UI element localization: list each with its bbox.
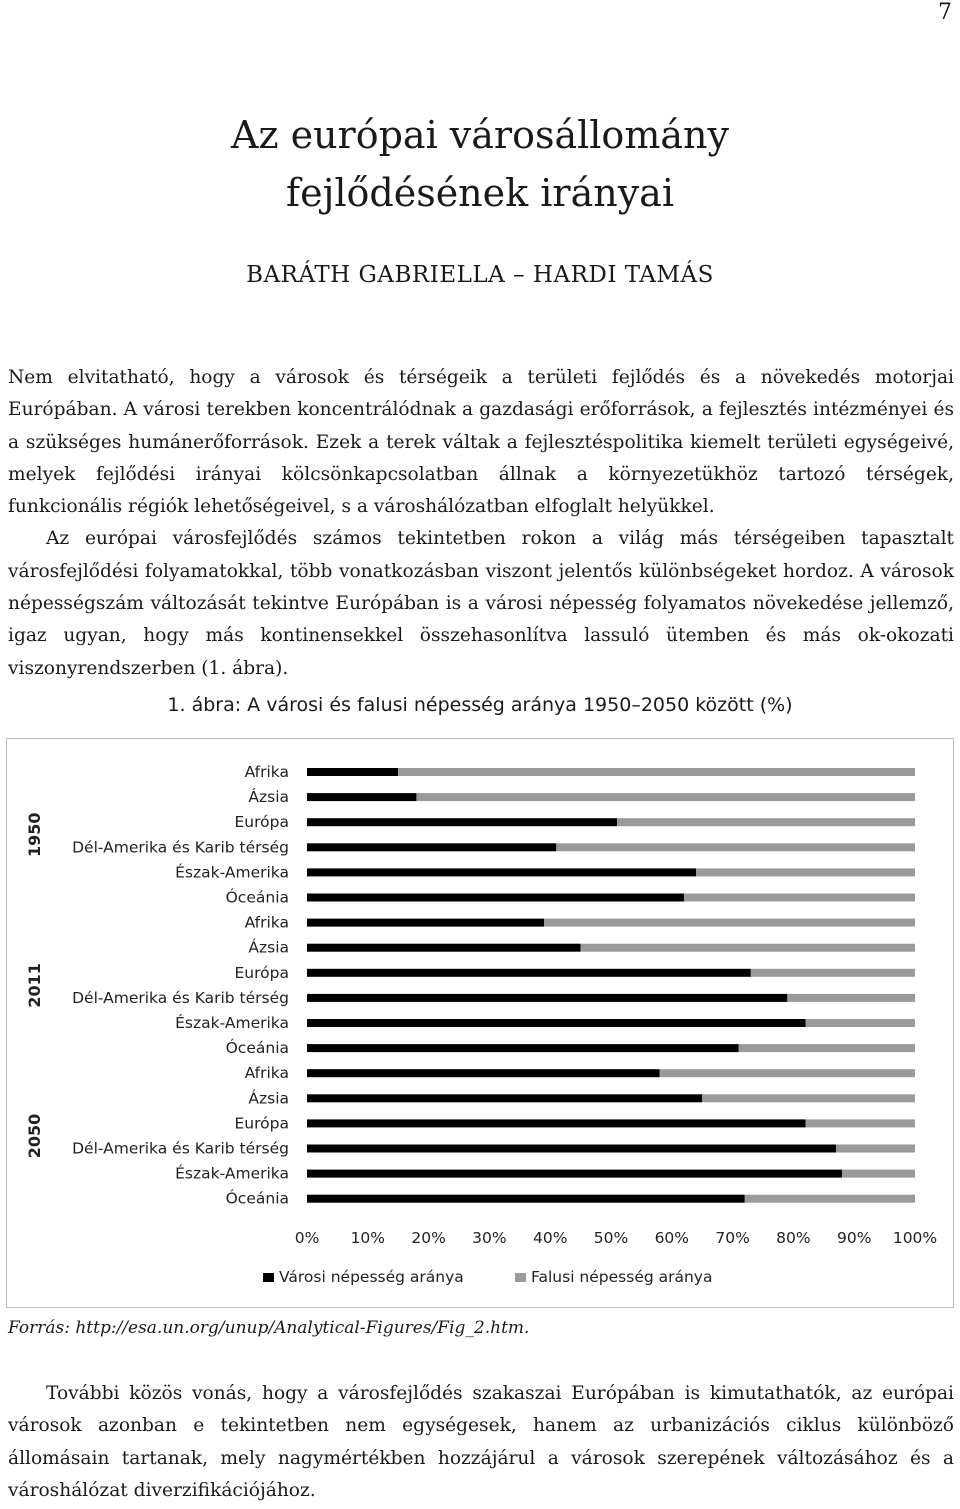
rural-bar [696, 868, 915, 876]
legend-swatch [515, 1273, 526, 1282]
x-tick-label: 60% [654, 1229, 690, 1247]
paragraph-2: Az európai városfejlődés számos tekintetben rokon a világ más térségeiben tapasztalt városfejlődési folyamatokkal, több vonatkozásban viszont jelentős különbségeket hordoz. A városok népességszám változását tekintve Európában is a városi népesség folyamatos növekedése jellemző, igaz ugyan, hogy más kontinensekkel összehasonlítva lassuló ütemben és más ok-okozati viszonyrendszerben (1. ábra). [8, 528, 954, 679]
category-label: Afrika [244, 763, 289, 781]
rural-bar [739, 1044, 915, 1052]
rural-bar [581, 944, 915, 952]
category-label: Ázsia [248, 788, 289, 807]
urban-bar [307, 1195, 745, 1203]
title-line-1: Az európai városállomány [231, 113, 729, 157]
year-group-label: 2050 [25, 1113, 44, 1159]
urban-bar [307, 768, 398, 776]
year-group-label: 1950 [25, 812, 44, 858]
urban-bar [307, 1044, 739, 1052]
urban-bar [307, 1019, 806, 1027]
page-number: 7 [938, 0, 952, 25]
intro-text [8, 362, 954, 685]
rural-bar [751, 969, 915, 977]
rural-bar [836, 1145, 915, 1153]
closing-text [8, 1378, 954, 1507]
category-label: Ázsia [248, 1089, 289, 1108]
legend-label: Falusi népesség aránya [531, 1268, 713, 1286]
urban-bar [307, 818, 617, 826]
category-label: Észak-Amerika [175, 1164, 289, 1183]
category-label: Óceánia [225, 1189, 289, 1208]
year-group-label: 2011 [25, 963, 44, 1008]
urban-bar [307, 793, 416, 801]
rural-bar [745, 1195, 915, 1203]
figure-caption: 1. ábra: A városi és falusi népesség aránya 1950–2050 között (%) [167, 694, 793, 716]
rural-bar [556, 843, 915, 851]
rural-bar [617, 818, 915, 826]
chart-frame [6, 738, 954, 1308]
article-title [0, 106, 960, 222]
rural-bar [787, 994, 915, 1002]
urban-bar [307, 1170, 842, 1178]
x-tick-label: 80% [776, 1229, 811, 1247]
x-tick-label: 10% [350, 1229, 386, 1247]
figure-source: Forrás: http://esa.un.org/unup/Analytical-Figures/Fig_2.htm. [8, 1318, 530, 1338]
urban-bar [307, 1119, 806, 1127]
rural-bar [416, 793, 915, 801]
rural-bar [398, 768, 915, 776]
category-label: Óceánia [225, 888, 289, 907]
category-label: Dél-Amerika és Karib térség [72, 838, 289, 857]
title-line-2: fejlődésének irányai [286, 171, 674, 215]
category-label: Európa [234, 1114, 289, 1133]
category-label: Európa [234, 813, 289, 832]
legend-label: Városi népesség aránya [279, 1268, 464, 1286]
category-label: Afrika [244, 913, 289, 932]
rural-bar [660, 1069, 915, 1077]
x-tick-label: 100% [892, 1229, 938, 1247]
category-label: Afrika [244, 1064, 289, 1083]
category-label: Dél-Amerika és Karib térség [72, 988, 289, 1007]
rural-bar [702, 1094, 915, 1102]
urban-bar [307, 1145, 836, 1153]
x-tick-label: 90% [836, 1229, 872, 1247]
urban-bar [307, 944, 581, 952]
urban-bar [307, 868, 696, 876]
rural-bar [544, 919, 915, 927]
x-tick-label: 70% [715, 1229, 750, 1247]
rural-bar [684, 894, 915, 902]
x-tick-label: 0% [294, 1229, 320, 1247]
urban-bar [307, 969, 751, 977]
category-label: Óceánia [225, 1039, 289, 1058]
urban-bar [307, 1094, 702, 1102]
legend-swatch [263, 1273, 274, 1282]
urban-bar [307, 994, 787, 1002]
urban-bar [307, 919, 544, 927]
paragraph-3: További közös vonás, hogy a városfejlődés szakaszai Európában is kimutathatók, az európai városok azonban e tekintetben nem egységesek, hanem az urbanizációs ciklus különböző állomásain tartanak, mely nagymértékben hozzájárul a városok szerepének változásához és a városhálózat diverzifikációjához. [8, 1383, 954, 1501]
rural-bar [806, 1019, 915, 1027]
urban-bar [307, 894, 684, 902]
x-tick-label: 20% [411, 1229, 446, 1247]
category-label: Ázsia [248, 938, 289, 957]
category-label: Európa [234, 963, 289, 982]
category-label: Észak-Amerika [175, 1014, 289, 1032]
paragraph-1: Nem elvitatható, hogy a városok és térségeik a területi fejlődés és a növekedés motorjai Európában. A városi terekben koncentrálódnak a gazdasági erőforrások, a fejlesztés intézményei és a szükséges humánerőforrások. Ezek a terek váltak a fejlesztéspolitika kiemelt területi egységeivé, melyek fejlődési irányai kölcsönkapcsolatban állnak a környezetükhöz tartozó térségek, funkcionális régiók lehetőségeivel, s a városhálózatban elfoglalt helyükkel. [8, 367, 954, 518]
urban-bar [307, 1069, 660, 1077]
category-label: Dél-Amerika és Karib térség [72, 1139, 289, 1158]
category-label: Észak-Amerika [175, 863, 289, 882]
authors: BARÁTH GABRIELLA – HARDI TAMÁS [246, 262, 714, 288]
x-tick-label: 50% [593, 1229, 629, 1247]
urban-rural-chart [7, 739, 953, 1307]
x-tick-label: 30% [472, 1229, 507, 1247]
rural-bar [806, 1119, 915, 1127]
rural-bar [842, 1170, 915, 1178]
x-tick-label: 40% [532, 1229, 568, 1247]
urban-bar [307, 843, 556, 851]
